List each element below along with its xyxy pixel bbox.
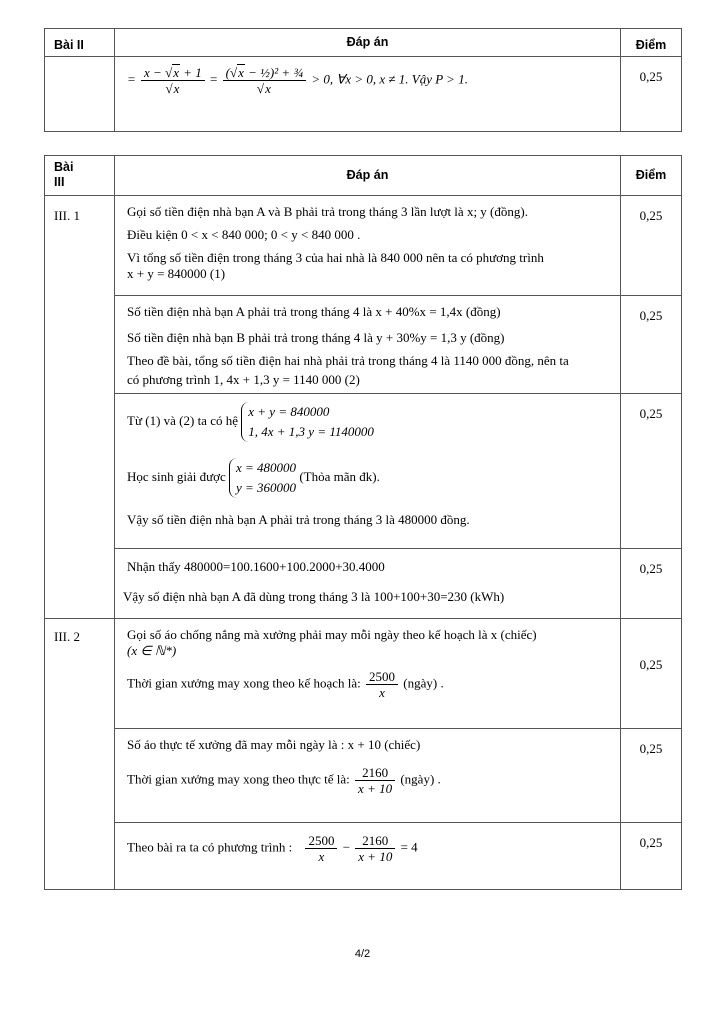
- fraction-2: $\frac{\text{(√x − ½)² + ¾}}{√x}$: [223, 65, 307, 96]
- formula-line: = $\frac{x - √x + 1}{√x}$ = $\frac{\text{(√x − ½)² + ¾}}{√x}$ > 0, ∀x > 0, x ≠ 1. Vậy P > 1.: [127, 65, 468, 96]
- frac-denominator: x + 10: [358, 849, 393, 864]
- score-cell: 0,25: [621, 549, 682, 619]
- text-line: Số tiền điện nhà bạn B phải trả trong tháng 4 là y + 30%y = 1,3 y (đồng): [127, 330, 505, 345]
- text-line: x + y = 840000 (1): [127, 266, 226, 281]
- header-diem: Điểm: [621, 29, 682, 57]
- header-diem-2: Điểm: [621, 156, 682, 196]
- frac-numerator: 2160: [355, 833, 395, 849]
- answer-block-5: [115, 619, 621, 729]
- answer-table-bai-3: [44, 155, 682, 890]
- answer-table-bai-2: [44, 28, 682, 132]
- part-label-iii-2: III. 2: [45, 619, 115, 890]
- answer-block-2: [115, 296, 621, 394]
- equation-system-1: [241, 402, 374, 442]
- time-line: [127, 765, 620, 796]
- header-bai-3: [45, 156, 115, 196]
- frac-denominator: x + 10: [358, 781, 393, 796]
- system-line-2: [127, 458, 620, 498]
- formula-tail: > 0, ∀x > 0, x ≠ 1. Vậy P > 1.: [311, 71, 468, 87]
- fraction-left: [305, 833, 337, 864]
- fraction-plan: [366, 669, 398, 700]
- equation: 1, 4x + 1,3 y = 1140000: [248, 424, 374, 439]
- header-bai-label: Bài: [54, 160, 74, 174]
- time-intro: Thời gian xưởng may xong theo kế hoạch là:: [127, 675, 361, 691]
- score-cell: 0,25: [621, 296, 682, 394]
- time-intro: Thời gian xưởng may xong theo thực tế là:: [127, 771, 350, 787]
- text-line: có phương trình 1, 4x + 1,3 y = 1140 000 (2): [127, 372, 360, 387]
- text-line: Theo đề bài, tổng số tiền điện hai nhà phải trả trong tháng 4 là 1140 000 đồng, nên ta: [127, 353, 569, 368]
- text-line: Điều kiện 0 < x < 840 000; 0 < y < 840 000 .: [127, 227, 361, 242]
- part-label-iii-1: III. 1: [45, 196, 115, 619]
- time-unit: (ngày) .: [403, 675, 444, 691]
- frac-numerator: 2500: [305, 833, 337, 849]
- header-dap-an: Đáp án: [115, 29, 621, 57]
- score-cell: 0,25: [621, 394, 682, 549]
- text-line: Số áo thực tế xưởng đã may mỗi ngày là : x + 10 (chiếc): [127, 737, 421, 752]
- empty-cell: [45, 57, 115, 132]
- text-line: Vậy số tiền điện nhà bạn A phải trả trong tháng 3 là 480000 đồng.: [127, 512, 470, 527]
- fraction-actual: [355, 765, 395, 796]
- time-unit: (ngày) .: [400, 771, 441, 787]
- text-line: Nhận thấy 480000=100.1600+100.2000+30.4000: [127, 559, 385, 574]
- text-line: Vậy số điện nhà bạn A đã dùng trong tháng 3 là 100+100+30=230 (kWh): [123, 589, 505, 604]
- answer-block-3: [115, 394, 621, 549]
- score-cell: 0,25: [621, 619, 682, 729]
- answer-block-7: [115, 823, 621, 890]
- equation-rhs: = 4: [400, 839, 418, 855]
- page-number: 4/2: [354, 948, 371, 960]
- fraction-right: [355, 833, 395, 864]
- text-line: Vì tổng số tiền điện trong tháng 3 của hai nhà là 840 000 nên ta có phương trình: [127, 250, 544, 265]
- equation-system-2: [229, 458, 296, 498]
- system-line-1: [127, 402, 620, 442]
- system-intro: Học sinh giải được: [127, 468, 226, 484]
- text-line: Gọi số tiền điện nhà bạn A và B phải trả trong tháng 3 lần lượt là x; y (đồng).: [127, 204, 528, 219]
- frac-numerator: 2500: [366, 669, 398, 685]
- equation: x + y = 840000: [248, 404, 330, 419]
- formula-cell: [115, 57, 621, 132]
- system-note: (Thỏa mãn đk).: [299, 468, 380, 484]
- frac-denominator: x: [379, 685, 385, 700]
- answer-block-6: [115, 729, 621, 823]
- text-line: Gọi số áo chống nắng mà xưởng phải may mỗi ngày theo kế hoạch là x (chiếc): [127, 627, 537, 642]
- system-intro: Từ (1) và (2) ta có hệ: [127, 412, 238, 428]
- text-line: Số tiền điện nhà bạn A phải trả trong tháng 4 là x + 40%x = 1,4x (đồng): [127, 304, 501, 319]
- score-cell: 0,25: [621, 57, 682, 132]
- header-iii-label: III: [54, 175, 65, 189]
- equation-intro: Theo bài ra ta có phương trình :: [127, 839, 293, 855]
- score-cell: 0,25: [621, 729, 682, 823]
- frac-denominator: x: [318, 849, 325, 864]
- time-line: [127, 669, 620, 700]
- text-line: (x ∈ ℕ*): [127, 643, 177, 658]
- score-cell: 0,25: [621, 823, 682, 890]
- answer-block-4: [115, 549, 621, 619]
- header-dap-an-2: Đáp án: [115, 156, 621, 196]
- fraction-1: $\frac{x - √x + 1}{√x}$: [141, 65, 205, 96]
- frac-numerator: 2160: [355, 765, 395, 781]
- score-cell: 0,25: [621, 196, 682, 296]
- equation: y = 360000: [236, 480, 297, 495]
- equation: x = 480000: [236, 460, 297, 475]
- equation-line: Theo bài ra ta có phương trình : $\frac{2500}{x}$ − $\frac{2160}{x + 10}$ = 4: [127, 833, 418, 864]
- header-bai: Bài II: [45, 29, 115, 57]
- answer-block-1: [115, 196, 621, 296]
